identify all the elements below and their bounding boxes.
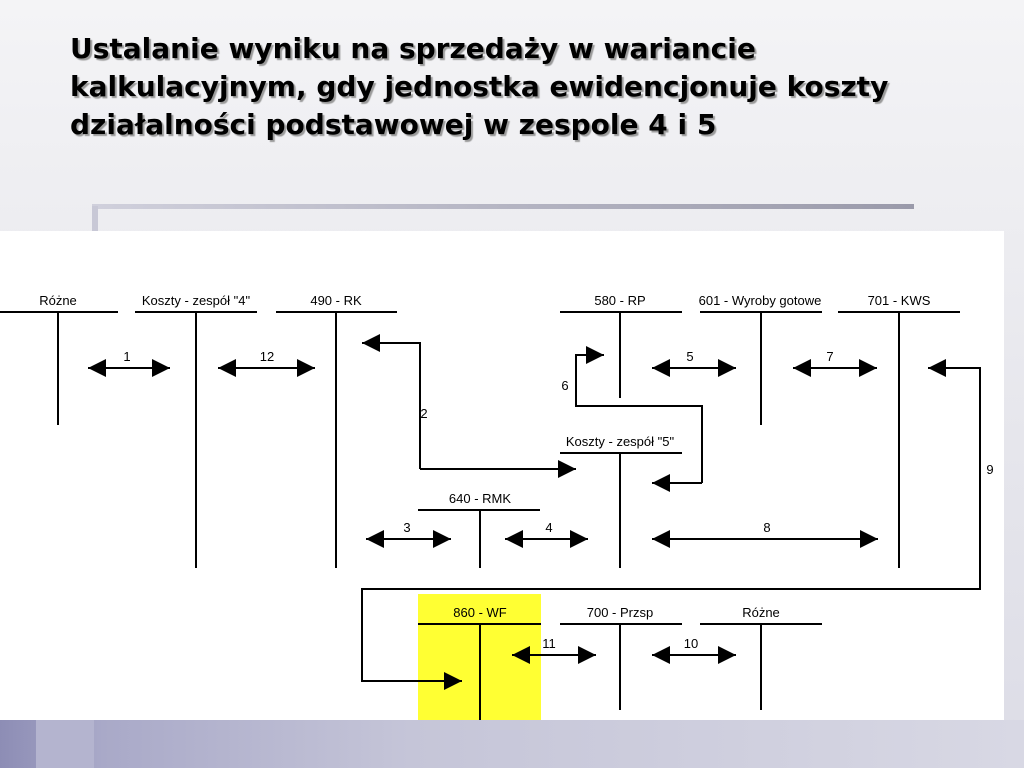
label-koszty-zespol-4: Koszty - zespół "4" [141,293,251,308]
decorative-top-bar [92,204,914,209]
slide-title: Ustalanie wyniku na sprzedaży w wariancie kalkulacyjnym, gdy jednostka ewidencjonuje koszty działalności podstawowej w zespole 4 i 5 [70,32,889,141]
label-koszty-zespol-5: Koszty - zespół "5" [565,434,675,449]
flow-label-4: 4 [545,520,553,535]
flow-label-11: 11 [542,636,556,651]
label-rozne-bottom: Różne [742,605,780,620]
flow-path-2 [362,343,420,469]
decorative-bottom-band [0,720,1024,768]
label-wf-860: 860 - WF [453,605,507,620]
label-rmk-640: 640 - RMK [448,491,512,506]
decorative-bottom-square [36,720,94,768]
label-przsp-700: 700 - Przsp [586,605,654,620]
flow-label-6: 6 [561,378,569,393]
label-rk-490: 490 - RK [310,293,362,308]
flow-label-5: 5 [686,349,694,364]
flow-label-12: 12 [259,349,275,364]
label-kws-701: 701 - KWS [867,293,931,308]
flow-label-1: 1 [123,349,131,364]
flow-label-7: 7 [826,349,834,364]
flow-label-8: 8 [763,520,771,535]
flow-path-6 [576,355,702,483]
t-account-diagram [0,231,1004,720]
flow-label-9: 9 [986,462,994,477]
flow-label-3: 3 [403,520,411,535]
flow-label-10: 10 [683,636,699,651]
label-wyroby-gotowe-601: 601 - Wyroby gotowe [698,293,822,308]
label-rozne-top: Różne [39,293,77,308]
diagram-panel [0,231,1004,720]
flow-label-2: 2 [420,406,428,421]
label-rp-580: 580 - RP [594,293,646,308]
